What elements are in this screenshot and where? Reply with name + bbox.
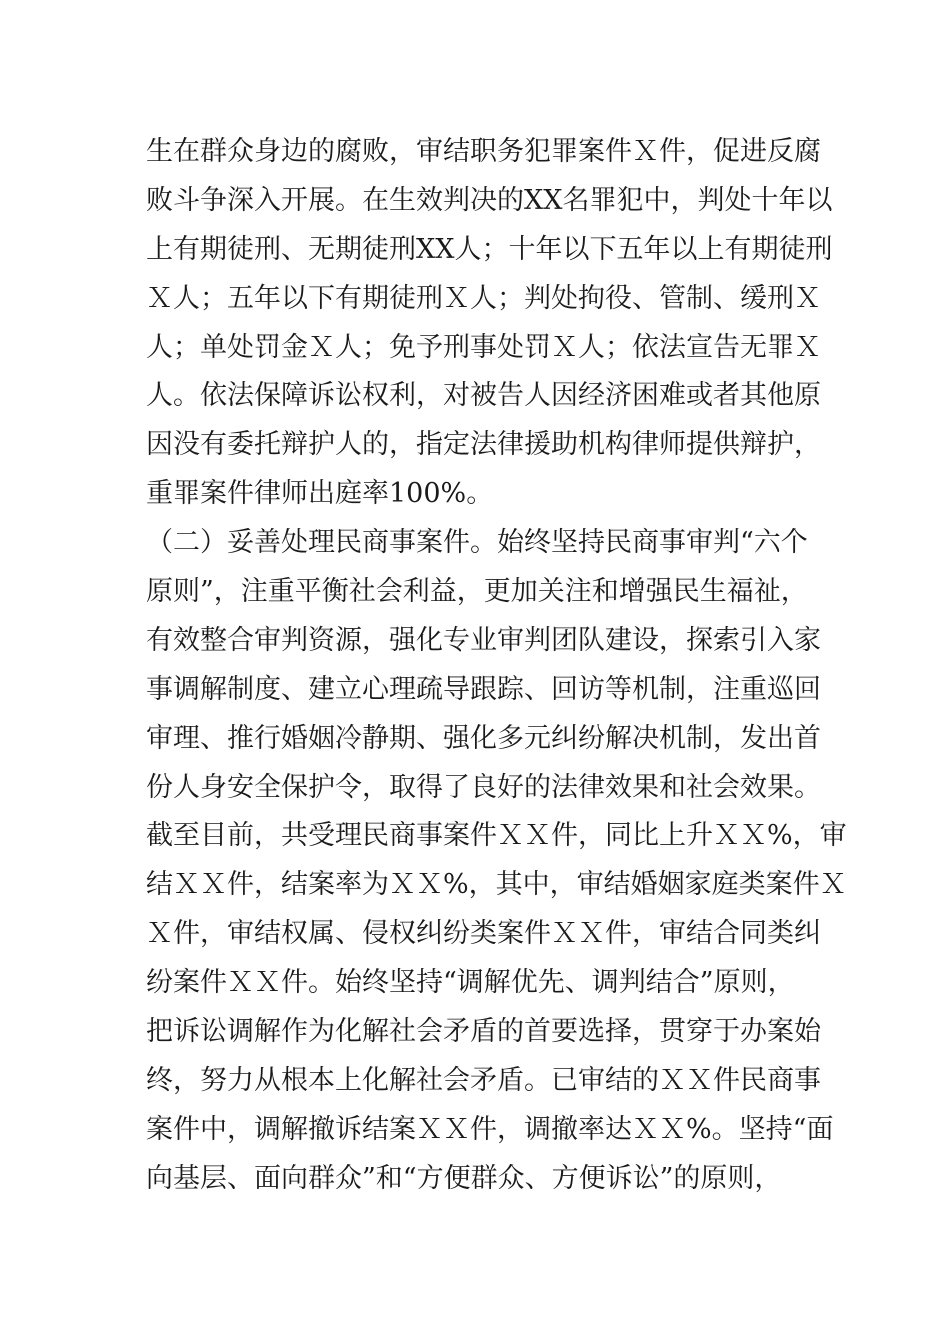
text-line: 事调解制度、建立心理疏导跟踪、回访等机制，注重巡回 <box>146 673 821 705</box>
text-line: 终，努力从根本上化解社会矛盾。已审结的ＸＸ件民商事 <box>146 1064 821 1096</box>
section-heading-line: （二）妥善处理民商事案件。始终坚持民商事审判“六个 <box>146 527 808 559</box>
body-text <box>146 128 847 1204</box>
text-line: 向基层、面向群众”和“方便群众、方便诉讼”的原则， <box>146 1162 782 1194</box>
text-line: 纷案件ＸＸ件。始终坚持“调解优先、调判结合”原则， <box>146 967 795 999</box>
text-line: 案件中，调解撤诉结案ＸＸ件，调撤率达ＸＸ%。坚持“面 <box>146 1113 834 1145</box>
text-line: 审理、推行婚姻冷静期、强化多元纠纷解决机制，发出首 <box>146 722 821 754</box>
text-line: Ｘ人；五年以下有期徒刑Ｘ人；判处拘役、管制、缓刑Ｘ <box>146 282 821 314</box>
text-line: 把诉讼调解作为化解社会矛盾的首要选择，贯穿于办案始 <box>146 1016 821 1048</box>
text-line: 份人身安全保护令，取得了良好的法律效果和社会效果。 <box>146 771 821 803</box>
text-line: 上有期徒刑、无期徒刑XX人；十年以下五年以上有期徒刑 <box>146 233 833 265</box>
text-line: 生在群众身边的腐败，审结职务犯罪案件Ｘ件，促进反腐 <box>146 136 821 167</box>
text-line: 人。依法保障诉讼权利，对被告人因经济困难或者其他原 <box>146 380 821 412</box>
text-line: 有效整合审判资源，强化专业审判团队建设，探索引入家 <box>146 624 821 656</box>
text-line: 原则”，注重平衡社会利益，更加关注和增强民生福祉， <box>146 576 808 608</box>
text-line: Ｘ件，审结权属、侵权纠纷类案件ＸＸ件，审结合同类纠 <box>146 918 821 950</box>
text-line: 因没有委托辩护人的，指定法律援助机构律师提供辩护， <box>146 429 821 461</box>
text-line: 重罪案件律师出庭率100%。 <box>146 478 494 510</box>
text-line: 败斗争深入开展。在生效判决的XX名罪犯中，判处十年以 <box>146 184 833 216</box>
text-line: 结ＸＸ件，结案率为ＸＸ%，其中，审结婚姻家庭类案件Ｘ <box>146 869 847 901</box>
text-line: 人；单处罚金Ｘ人；免予刑事处罚Ｘ人；依法宣告无罪Ｘ <box>146 331 821 363</box>
text-line: 截至目前，共受理民商事案件ＸＸ件，同比上升ＸＸ%，审 <box>146 820 847 852</box>
